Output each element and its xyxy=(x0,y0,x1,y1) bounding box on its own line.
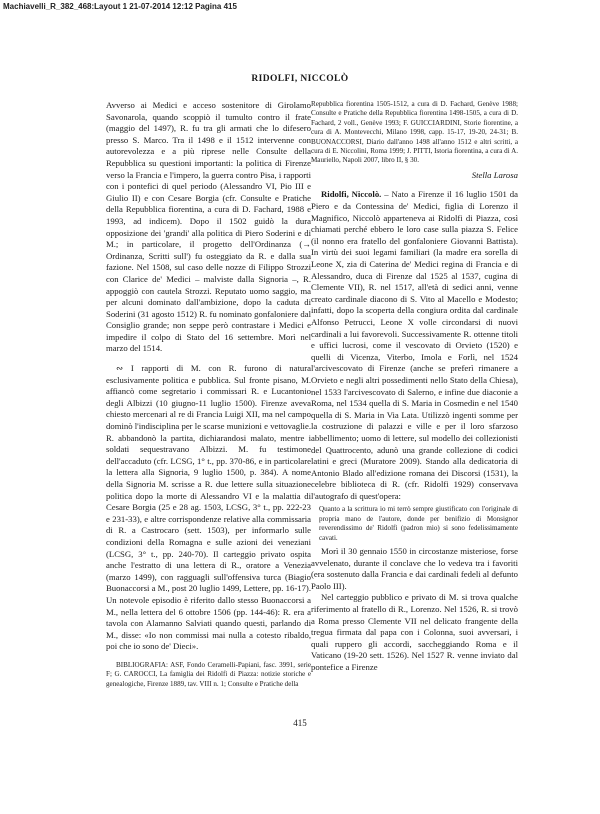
bibliography: BIBLIOGRAFIA: ASF, Fondo Ceramelli-Papiani, fasc. 3991, serie F; G. CAROCCI, La famiglia dei Ridolfi di Piazza: notizie storiche e genealogiche, Firenze 1889, tav. VIII n. 1; Consulte e Pratiche della xyxy=(106,660,311,688)
running-head: RIDOLFI, NICCOLÒ xyxy=(251,74,349,84)
entry-paragraph-1-text: – Nato a Firenze il 16 luglio 1501 da Piero e da Contessina de' Medici, figlia di Lorenzo il Magnifico, Niccolò apparteneva ai Ridolfi di Piazza, così chiamati perché ebbero le loro case sulla piazza S. Felice (il nonno era fratello del gonfaloniere Giovanni Battista). In virtù dei suoi legami familiari (la madre era sorella di Leone X, zia di Caterina de' Medici regina di Francia e di Alessandro, duca di Firenze dal 1525 al 1537, cugina di Clemente VII), R. nel 1517, all'età di sedici anni, venne creato cardinale diacono di S. Vito al Macello e Modesto; infatti, dopo la scoperta della congiura ordita dal cardinale Alfonso Petrucci, Leone X volle circondarsi di nuovi cardinali a lui favorevoli. Successivamente R. ottenne titoli e uffici lucrosi, come il vescovato di Orvieto (1520) e quelli di Vicenza, Viterbo, Imola e Forlì, nel 1524 l'arcivescovato di Firenze (anche se preferì rimanere a Orvieto e negli altri possedimenti nello Stato della Chiesa), nel 1533 l'arcivescovato di Salerno, e infine due diaconie a Roma, nel 1534 quella di S. Maria in Cosmedin e nel 1540 quella di S. Maria in Via Lata. Utilizzò ingenti somme per la costruzione di palazzi e ville e per il loro sfarzoso abbellimento; uomo di lettere, sul modello dei collezionisti del Quattrocento, adunò una grande collezione di codici latini e greci (Muratore 2009). Stando alla dedicatoria di Antonio Blado all'edizione romana dei Discorsi (1531), la celebre biblioteca di R. (cfr. Ridolfi 1929) conservava l'autografo di quest'opera: xyxy=(311,189,518,501)
print-slug: Machiavelli_R_382_468:Layout 1 21-07-2014 12:12 Pagina 415 xyxy=(3,2,237,11)
block-quote: Quanto a la scrittura io mi terrò sempre giustificato con l'originale di propria mano de l'autore, donde per benifizio di Monsignor reverendissimo de' Ridolfi (padron mio) si sono fedelissimamente cavati. xyxy=(319,505,518,542)
entry-paragraph-3: Nel carteggio pubblico e privato di M. si trova qualche riferimento al fratello di R., Lorenzo. Nel 1526, R. si trovò a Roma presso Clemente VII nel delicato frangente della tregua firmata dal papa con i Colonna, suoi avversari, i quali ruppero gli accordi, saccheggiando Roma e il Vaticano (19-20 sett. 1526). Nel 1527 R. venne inviato dal pontefice a Firenze xyxy=(311,592,518,673)
right-column xyxy=(311,100,518,674)
page-number: 415 xyxy=(293,718,307,728)
bibliography-continued: Repubblica fiorentina 1505-1512, a cura di D. Fachard, Genève 1988; Consulte e Pratiche della Repubblica fiorentina 1498-1505, a cura di D. Fachard, 2 voll., Genève 1993; F. GUICCIARDINI, Storie fiorentine, a cura di A. Montevecchi, Milano 1998, capp. 15-17, 19-20, 24-31; B. BUONACCORSI, Diario dall'anno 1498 all'anno 1512 e altri scritti, a cura di E. Niccolini, Roma 1999; J. PITTI, Istoria fiorentina, a cura di A. Mauriello, Napoli 2007, libro II, § 30. xyxy=(311,100,518,165)
left-paragraph-2 xyxy=(106,363,311,653)
entry-paragraph-1 xyxy=(311,189,518,502)
entry-headword: Ridolfi, Niccolò. xyxy=(321,189,382,200)
left-paragraph-1: Avverso ai Medici e acceso sostenitore di Girolamo Savonarola, quando scoppiò il tumulto contro il frate (maggio del 1497), R. fu tra gli armati che lo difesero presso S. Marco. Tra il 1498 e il 1512 intervenne con autorevolezza e a più riprese nelle Consulte della Repubblica su questioni importanti: la politica di Firenze verso la Francia e l'impero, la guerra contro Pisa, i rapporti con i pontefici di quel periodo (Alessandro VI, Pio III e Giulio II) e con Cesare Borgia (cfr. Consulte e Pratiche della Repubblica fiorentina, a cura di D. Fachard, 1988 e 1993, ad indicem). Dopo il 1502 guidò la dura opposizione dei 'grandi' alla politica di Piero Soderini e di M.; in particolare, il progetto dell'Ordinanza (→ Ordinanza, Scritti sull') fu osteggiato da R. e dalla sua fazione. Nel 1508, sul caso delle nozze di Filippo Strozzi con Clarice de' Medici – malviste dalla Signoria –, R. appoggiò con cautela Strozzi. Reputato uomo saggio, ma per alcuni dominato dall'ambizione, dopo la caduta di Soderini (31 agosto 1512) R. fu nominato gonfaloniere dal Consiglio grande; non seppe però contrastare i Medici e impedire il colpo di Stato del 16 settembre. Morì nel marzo del 1514. xyxy=(106,100,311,354)
left-column xyxy=(106,100,311,689)
section-mark-icon: ∾ xyxy=(116,363,124,374)
entry-paragraph-2: Morì il 30 gennaio 1550 in circostanze misteriose, forse avvelenato, durante il conclave che lo vedeva tra i favoriti (era sostenuto dalla Francia e dai cardinali fedeli al defunto Paolo III). xyxy=(311,546,518,591)
author-signature: Stella Larosa xyxy=(471,169,518,180)
left-paragraph-2-text: I rapporti di M. con R. furono di natura esclusivamente politica e pubblica. Sul fronte pisano, M. affiancò come segretario i commissari R. e Lucantonio degli Albizzi (10 giugno-11 luglio 1500). Firenze aveva chiesto mercenari al re di Francia Luigi XII, ma nel campo dominò l'indisciplina per le scarse munizioni e vettovaglie. R. abbandonò la partita, dichiarandosi malato, mentre i soldati sequestravano Albizzi. M. fu testimone dell'accaduto (cfr. LCSG, 1° t., pp. 370-86, e in particolare la lettera alla Signoria, 9 luglio 1500, p. 384). A nome della Signoria M. scrisse a R. due lettere sulla situazione politica dopo la morte di Alessandro VI e la malattia di Cesare Borgia (25 e 28 ag. 1503, LCSG, 3° t., pp. 222-23 e 231-33), e altre corrispondenze relative alla commissaria di R. a Castrocaro (sett. 1503), per informarlo sulle condizioni della Romagna e sulle azioni dei veneziani (LCSG, 3° t., pp. 240-70). Il carteggio privato ospita anche l'estratto di una lettera di R., oratore a Venezia (marzo 1499), con ragguagli sull'offensiva turca (Biagio Buonaccorsi a M., post 20 luglio 1499, Lettere, pp. 16-17). Un notevole episodio è riferito dallo stesso Buonaccorsi a M., nella lettera del 6 ottobre 1506 (pp. 144-46): R. era a tavola con Alamanno Salviati quando questi, parlando di M., disse: «Io non commissi mai nulla a cotesto ribaldo, poi che io sono de' Dieci». xyxy=(106,363,312,652)
